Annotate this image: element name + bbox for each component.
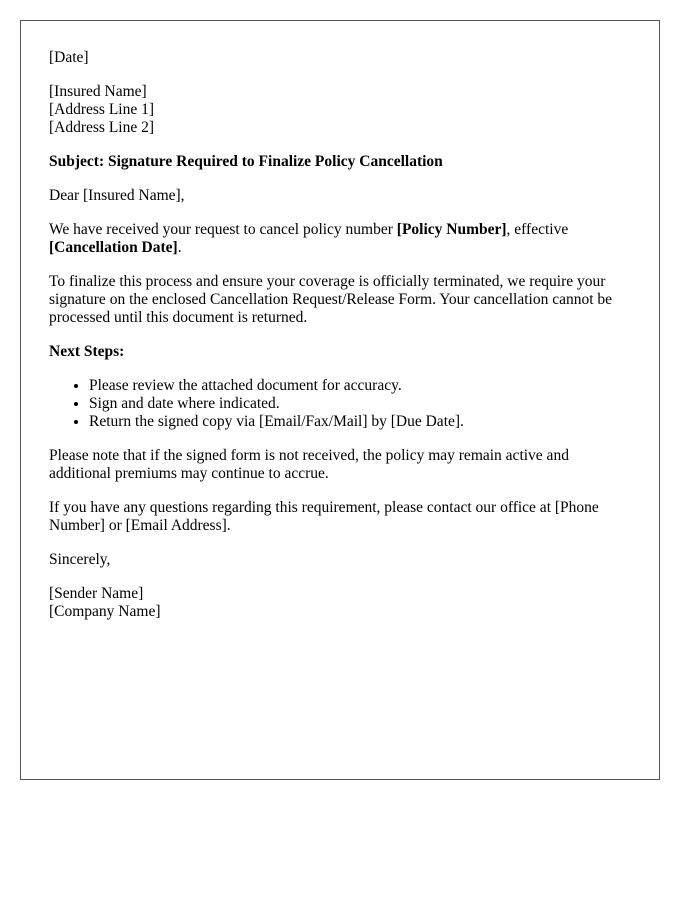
letter-date: [Date] xyxy=(49,49,89,66)
next-steps-heading: Next Steps: xyxy=(49,343,125,360)
letter-subject: Subject: Signature Required to Finalize Policy Cancellation xyxy=(49,153,443,170)
salutation: Dear [Insured Name], xyxy=(49,187,185,204)
closing: Sincerely, xyxy=(49,551,111,568)
next-step-item: • Sign and date where indicated. xyxy=(89,395,631,413)
policy-number: [Policy Number] xyxy=(396,221,507,238)
letter-page xyxy=(20,20,660,780)
request-paragraph xyxy=(49,221,631,257)
next-step-item: • Return the signed copy via [Email/Fax/Mail] by [Due Date]. xyxy=(89,413,631,431)
cancellation-date: [Cancellation Date] xyxy=(49,239,178,256)
warning-paragraph: Please note that if the signed form is not received, the policy may remain active and additional premiums may continue to accrue. xyxy=(49,447,569,482)
request-text-c: . xyxy=(177,239,182,256)
request-text-a: We have received your request to cancel policy number xyxy=(49,221,397,238)
recipient-name: [Insured Name] xyxy=(49,83,147,100)
recipient-block xyxy=(49,83,631,137)
sender-name: [Sender Name] xyxy=(49,585,144,602)
signature-block xyxy=(49,585,631,621)
company-name: [Company Name] xyxy=(49,603,161,620)
signature-requirement-paragraph: To finalize this process and ensure your coverage is officially terminated, we require your signature on the enclosed Cancellation Request/Release Form. Your cancellation cannot be processed until this document is returned. xyxy=(49,273,613,326)
request-text-b: , effective xyxy=(506,221,569,238)
recipient-address-line-2: [Address Line 2] xyxy=(49,119,155,136)
recipient-address-line-1: [Address Line 1] xyxy=(49,101,155,118)
contact-paragraph: If you have any questions regarding this requirement, please contact our office at [Phone Number] or [Email Address]. xyxy=(49,499,599,534)
next-steps-list xyxy=(49,377,631,431)
next-step-item: • Please review the attached document for accuracy. xyxy=(89,377,631,395)
